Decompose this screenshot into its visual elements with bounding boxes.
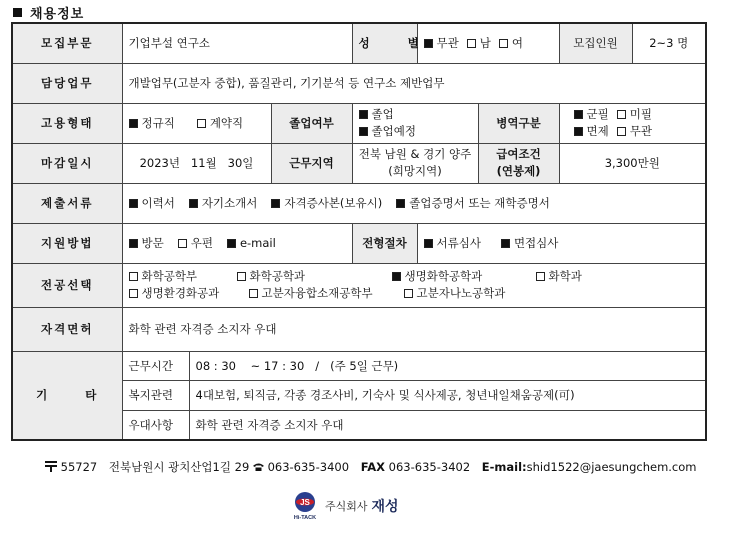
graduation-option-graduated[interactable]: 졸업 xyxy=(359,106,472,123)
employment-option-regular[interactable]: 정규직 xyxy=(129,115,175,131)
footer-tel: 063-635-3400 xyxy=(267,460,350,474)
label-graduation: 졸업여부 xyxy=(271,103,352,143)
row-apply xyxy=(12,223,706,263)
location-line1: 전북 남원 & 경기 양주 xyxy=(358,147,472,162)
value-etc xyxy=(122,351,706,440)
military-option-unserved[interactable]: 미필 xyxy=(617,106,652,123)
recruitment-info-table xyxy=(11,22,707,441)
military-option-served[interactable]: 군필 xyxy=(574,106,609,123)
logo-mark-text: Hi-TACK xyxy=(293,515,317,521)
checkbox-icon xyxy=(129,119,138,128)
footer-contact xyxy=(45,459,697,475)
etc-value-welfare: 4대보험, 퇴직금, 각종 경조사비, 기숙사 및 식사제공, 청년내일채움공제(可) xyxy=(189,381,705,411)
footer-email-label: E-mail: xyxy=(481,460,527,474)
document-option-diploma[interactable]: 졸업증명서 또는 재학증명서 xyxy=(396,195,550,211)
checkbox-icon xyxy=(129,289,138,298)
etc-value-preference: 화학 관련 자격증 소지자 우대 xyxy=(195,417,344,432)
etc-value-hours: 08 : 30 ~ 17 : 30 / (주 5일 근무) xyxy=(189,352,705,381)
etc-subtable xyxy=(123,352,706,439)
footer-address: 전북남원시 광치산업1길 29 xyxy=(108,460,250,474)
value-location xyxy=(352,143,478,183)
value-graduation xyxy=(352,103,478,143)
value-salary: 3,300만원 xyxy=(559,143,706,183)
checkbox-icon xyxy=(396,199,405,208)
row-major xyxy=(12,263,706,307)
selection-option-document[interactable]: 서류심사 xyxy=(424,235,481,251)
checkbox-icon xyxy=(501,239,510,248)
footer-zip: 55727 xyxy=(60,460,98,474)
gender-option-any[interactable]: 무관 xyxy=(424,35,459,51)
value-military xyxy=(559,103,706,143)
label-apply-method: 지원방법 xyxy=(12,223,122,263)
checkbox-icon xyxy=(271,199,280,208)
location-line2: (희망지역) xyxy=(388,164,442,179)
footer-fax-label: FAX xyxy=(360,460,386,474)
value-selection xyxy=(417,223,706,263)
value-employment xyxy=(122,103,271,143)
etc-label-hours: 근무시간 xyxy=(123,352,190,381)
major-option-1[interactable]: 화학공학과 xyxy=(237,268,392,285)
row-recruit xyxy=(12,23,706,63)
graduation-option-expected[interactable]: 졸업예정 xyxy=(359,123,472,140)
label-major: 전공선택 xyxy=(12,263,122,307)
value-license: 화학 관련 자격증 소지자 우대 xyxy=(122,307,706,351)
checkbox-icon xyxy=(178,239,187,248)
label-salary: 급여조건 (연봉제) xyxy=(478,143,559,183)
checkbox-icon xyxy=(197,119,206,128)
value-deadline: 2023년 11월 30일 xyxy=(122,143,271,183)
document-option-resume[interactable]: 이력서 xyxy=(129,195,175,211)
apply-option-mail[interactable]: 우편 xyxy=(178,235,213,251)
etc-label-preference: 우대사항 xyxy=(123,410,190,439)
checkbox-icon xyxy=(359,110,368,119)
checkbox-icon xyxy=(536,272,545,281)
section-title-text: 채용정보 xyxy=(30,7,85,22)
label-license: 자격면허 xyxy=(12,307,122,351)
label-recruit-dept: 모집부문 xyxy=(12,23,122,63)
label-selection: 전형절차 xyxy=(352,223,417,263)
row-documents xyxy=(12,183,706,223)
row-employment xyxy=(12,103,706,143)
checkbox-icon xyxy=(424,239,433,248)
logo-company-prefix: 주식회사 xyxy=(325,500,368,513)
major-option-4[interactable]: 생명환경화공과 xyxy=(129,285,249,302)
major-option-2[interactable]: 생명화학공학과 xyxy=(392,268,536,285)
square-bullet-icon xyxy=(13,8,22,17)
checkbox-icon xyxy=(129,239,138,248)
checkbox-icon xyxy=(467,39,476,48)
selection-option-interview[interactable]: 면접심사 xyxy=(501,235,558,251)
etc-label-welfare: 복지관련 xyxy=(123,381,190,411)
gender-option-female[interactable]: 여 xyxy=(499,35,523,51)
checkbox-icon xyxy=(129,272,138,281)
row-duties xyxy=(12,63,706,103)
checkbox-icon xyxy=(237,272,246,281)
etc-row-hours xyxy=(123,352,706,381)
etc-row-preference xyxy=(123,410,706,439)
value-major xyxy=(122,263,706,307)
major-option-6[interactable]: 고분자나노공학과 xyxy=(404,285,506,302)
phone-icon xyxy=(253,463,264,471)
headcount-cell xyxy=(559,23,706,63)
apply-option-visit[interactable]: 방문 xyxy=(129,235,164,251)
military-option-exempt[interactable]: 면제 xyxy=(574,123,609,140)
label-gender: 성 별 xyxy=(352,23,417,63)
employment-option-contract[interactable]: 계약직 xyxy=(197,115,243,131)
value-documents xyxy=(122,183,706,223)
label-duties: 담당업무 xyxy=(12,63,122,103)
checkbox-icon xyxy=(574,110,583,119)
value-recruit-dept: 기업부설 연구소 xyxy=(122,23,352,63)
value-apply-method xyxy=(122,223,352,263)
checkbox-icon xyxy=(249,289,258,298)
svg-text:JS: JS xyxy=(300,498,310,507)
checkbox-icon xyxy=(617,110,626,119)
etc-row-welfare xyxy=(123,381,706,411)
checkbox-icon xyxy=(227,239,236,248)
checkbox-icon xyxy=(574,127,583,136)
label-deadline: 마감일시 xyxy=(12,143,122,183)
military-option-any[interactable]: 무관 xyxy=(617,123,652,140)
gender-option-male[interactable]: 남 xyxy=(467,35,491,51)
label-etc: 기 타 xyxy=(12,351,122,440)
value-headcount: 2~3 명 xyxy=(649,36,689,51)
section-title xyxy=(13,3,84,22)
major-option-3[interactable]: 화학과 xyxy=(536,268,582,285)
value-gender xyxy=(417,23,559,63)
major-option-0[interactable]: 화학공학부 xyxy=(129,268,237,285)
checkbox-icon xyxy=(404,289,413,298)
document-option-certificate[interactable]: 자격증사본(보유시) xyxy=(271,195,382,211)
row-deadline xyxy=(12,143,706,183)
label-employment: 고용형태 xyxy=(12,103,122,143)
footer-email[interactable]: shid1522@jaesungchem.com xyxy=(526,460,697,474)
major-option-5[interactable]: 고분자융합소재공학부 xyxy=(249,285,404,302)
checkbox-icon xyxy=(617,127,626,136)
label-documents: 제출서류 xyxy=(12,183,122,223)
checkbox-icon xyxy=(359,127,368,136)
label-headcount: 모집인원 xyxy=(560,24,633,63)
document-option-cover-letter[interactable]: 자기소개서 xyxy=(189,195,258,211)
logo-brand-name: 재성 xyxy=(371,499,399,515)
checkbox-icon xyxy=(189,199,198,208)
postal-mark-icon xyxy=(45,461,57,472)
checkbox-icon xyxy=(129,199,138,208)
checkbox-icon xyxy=(424,39,433,48)
row-license xyxy=(12,307,706,351)
row-etc xyxy=(12,351,706,440)
company-logo xyxy=(291,491,399,521)
footer-fax: 063-635-3402 xyxy=(388,460,471,474)
label-location: 근무지역 xyxy=(271,143,352,183)
label-military: 병역구분 xyxy=(478,103,559,143)
checkbox-icon xyxy=(499,39,508,48)
hitack-logo-icon xyxy=(291,491,319,521)
value-duties: 개발업무(고분자 중합), 품질관리, 기기분석 등 연구소 제반업무 xyxy=(122,63,706,103)
apply-option-email[interactable]: e-mail xyxy=(227,236,276,250)
checkbox-icon xyxy=(392,272,401,281)
